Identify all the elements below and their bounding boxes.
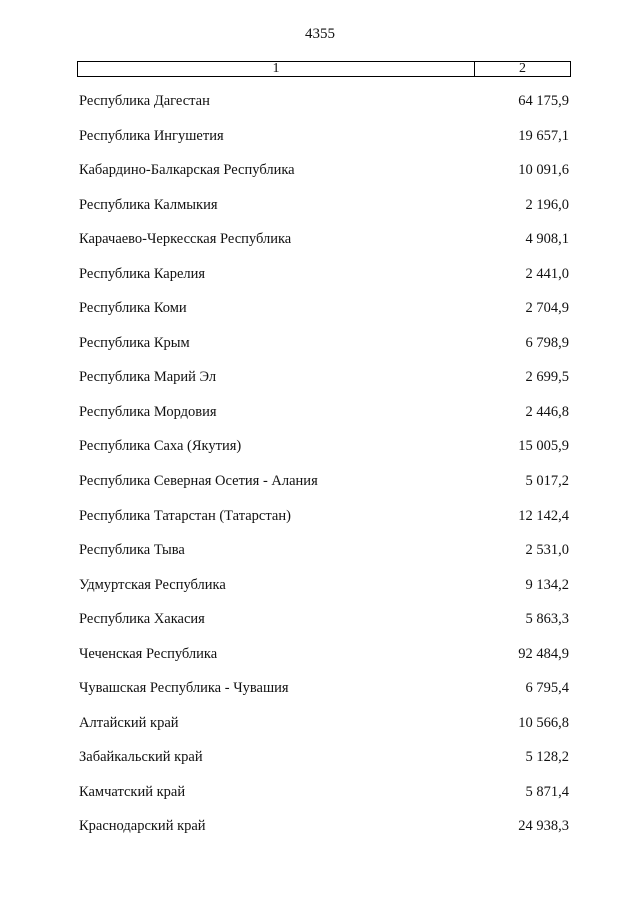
table-row (79, 575, 571, 610)
table-row (79, 367, 571, 402)
region-name: Республика Дагестан (79, 93, 210, 109)
region-name: Республика Карелия (79, 265, 206, 282)
table-row (79, 678, 571, 713)
table-row (79, 195, 571, 230)
region-value: 5 871,4 (525, 783, 569, 800)
table-row (79, 609, 571, 644)
region-name: Республика Калмыкия (79, 196, 218, 213)
region-name: Республика Татарстан (Татарстан) (79, 507, 291, 524)
region-name: Республика Тыва (79, 542, 185, 559)
region-name: Республика Мордовия (79, 403, 217, 420)
column-header-2: 2 (519, 61, 526, 76)
region-name: Забайкальский край (79, 749, 203, 766)
region-name: Алтайский край (79, 714, 179, 731)
region-value: 19 657,1 (518, 127, 569, 144)
region-value: 2 704,9 (525, 300, 569, 317)
region-value: 92 484,9 (518, 645, 569, 662)
region-value: 6 795,4 (525, 680, 569, 697)
region-name: Удмуртская Республика (79, 576, 226, 593)
region-value: 10 091,6 (518, 162, 569, 179)
region-value: 6 798,9 (525, 334, 569, 351)
table-row (79, 402, 571, 437)
region-value: 24 938,3 (518, 818, 569, 835)
region-name: Республика Хакасия (79, 611, 205, 628)
region-value: 5 017,2 (525, 473, 569, 490)
region-name: Карачаево-Черкесская Республика (79, 231, 292, 248)
table-body (79, 91, 571, 851)
table-row (79, 471, 571, 506)
column-header-1: 1 (78, 62, 475, 76)
table-row (79, 540, 571, 575)
region-name: Камчатский край (79, 783, 186, 800)
region-name: Республика Северная Осетия - Алания (79, 473, 318, 490)
table-row (79, 333, 571, 368)
region-value: 10 566,8 (518, 714, 569, 731)
table-row (79, 436, 571, 471)
region-name: Кабардино-Балкарская Республика (79, 162, 295, 179)
table-row (79, 747, 571, 782)
region-name: Республика Коми (79, 300, 187, 317)
region-value: 15 005,9 (518, 438, 569, 455)
table-row (79, 506, 571, 541)
region-name: Республика Марий Эл (79, 369, 217, 386)
region-value: 64 175,9 (518, 93, 569, 109)
table-row (79, 91, 571, 126)
region-value: 2 441,0 (525, 265, 569, 282)
region-name: Республика Саха (Якутия) (79, 438, 242, 455)
page-number: 4355 (305, 26, 335, 42)
region-value: 2 699,5 (525, 369, 569, 386)
table-row (79, 713, 571, 748)
table-row (79, 264, 571, 299)
table-row (79, 126, 571, 161)
region-name: Чеченская Республика (79, 645, 218, 662)
region-name: Краснодарский край (79, 818, 206, 835)
region-name: Республика Ингушетия (79, 127, 224, 144)
table-row (79, 816, 571, 851)
region-value: 12 142,4 (518, 507, 569, 524)
table-row (79, 160, 571, 195)
region-value: 4 908,1 (525, 231, 569, 248)
region-value: 5 863,3 (525, 611, 569, 628)
table-row (79, 298, 571, 333)
region-value: 2 531,0 (525, 542, 569, 559)
table-row (79, 782, 571, 817)
region-value: 5 128,2 (525, 749, 569, 766)
region-value: 9 134,2 (525, 576, 569, 593)
table-row (79, 229, 571, 264)
region-name: Республика Крым (79, 334, 190, 351)
region-value: 2 446,8 (525, 403, 569, 420)
region-name: Чувашская Республика - Чувашия (79, 680, 289, 697)
table-row (79, 644, 571, 679)
region-value: 2 196,0 (525, 196, 569, 213)
table-header (77, 61, 571, 77)
